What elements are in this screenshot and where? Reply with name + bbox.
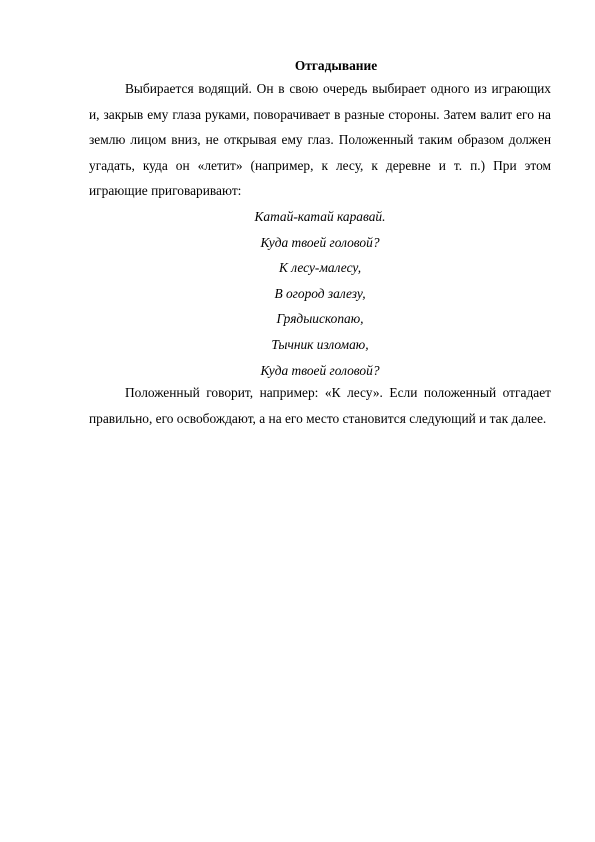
paragraph-intro: Выбирается водящий. Он в свою очередь выбирает одного из играющих и, закрыв ему глаза руками, поворачивает в разные стороны. Затем валит его на землю лицом вниз, не открывая ему глаз. Положенный таким образом должен угадать, куда он «летит» (например, к лесу, к деревне и т. п.) При этом играющие приговаривают: (89, 81, 551, 199)
verse-line: Куда твоей головой? (260, 362, 380, 378)
verse-block (89, 204, 551, 383)
verse-line: В огород залезу, (274, 285, 366, 301)
verse-line: Куда твоей головой? (260, 234, 380, 250)
verse-line: Грядыископаю, (276, 311, 364, 327)
verse-line: К лесу-малесу, (278, 260, 362, 276)
paragraph-outcome: Положенный говорит, например: «К лесу». Если положенный отгадает правильно, его освобождают, а на его место становится следующий и так далее. (89, 385, 551, 426)
document-title: Отгадывание (294, 58, 378, 73)
verse-line: Тычник изломаю, (271, 336, 369, 352)
verse-line: Катай-катай каравай. (254, 209, 386, 224)
